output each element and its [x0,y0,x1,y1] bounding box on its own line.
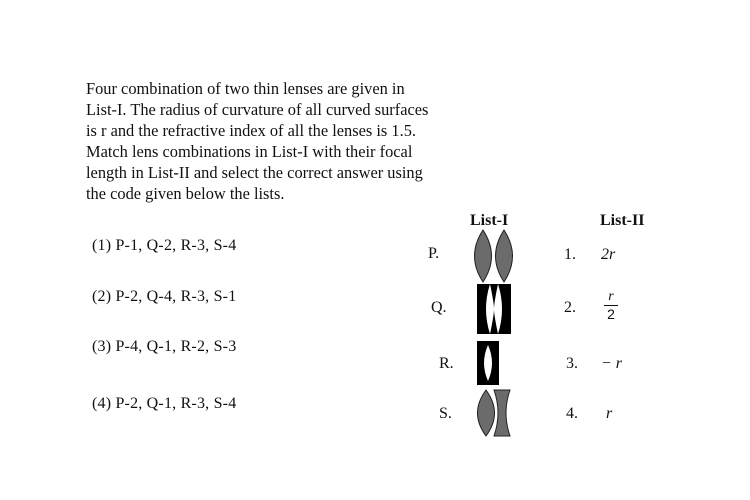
list-2-num-2: 2. [564,299,576,316]
list-1-label-r: R. [439,355,454,372]
list-2-value-4: r [606,405,613,422]
list-2-num-1: 1. [564,246,576,263]
list-1-label-s: S. [439,405,452,422]
list-2-value-1: 2r [601,246,616,263]
lens-q-right [498,284,511,334]
fraction-numerator: r [608,289,614,304]
list-2-num-3: 3. [566,355,578,372]
lens-s-convex [478,390,495,436]
list-1-label-p: P. [428,245,440,262]
list-2-num-4: 4. [566,405,578,422]
option-4[interactable]: (4) P-2, Q-1, R-3, S-4 [92,395,237,412]
option-3[interactable]: (3) P-4, Q-1, R-2, S-3 [92,338,237,355]
lens-q-center [490,284,498,334]
lens-r-icon [476,340,500,386]
option-1[interactable]: (1) P-1, Q-2, R-3, S-4 [92,237,237,254]
list-2-value-2 [604,290,618,322]
list-1-label-q: Q. [431,299,447,316]
lens-q-icon [476,283,512,335]
list-2-header: List-II [600,212,645,229]
list-2-value-3: − r [601,355,623,372]
lens-p-right [496,230,513,282]
lens-q-left [477,284,490,334]
list-1-header: List-I [470,212,509,229]
question-text: Four combination of two thin lenses are given in List-I. The radius of curvature of all curved surfaces is r and the refractive index of all the lenses is 1.5. Match lens combinations in List-I with their focal length in List-II and select the correct answer using the code given below the lists. [86,79,429,203]
lens-s-concave [494,390,510,436]
lens-p-left [475,230,492,282]
option-2[interactable]: (2) P-2, Q-4, R-3, S-1 [92,288,237,305]
fraction-denominator: 2 [607,306,615,322]
lens-s-icon [472,387,514,439]
lens-p-icon [470,228,520,284]
